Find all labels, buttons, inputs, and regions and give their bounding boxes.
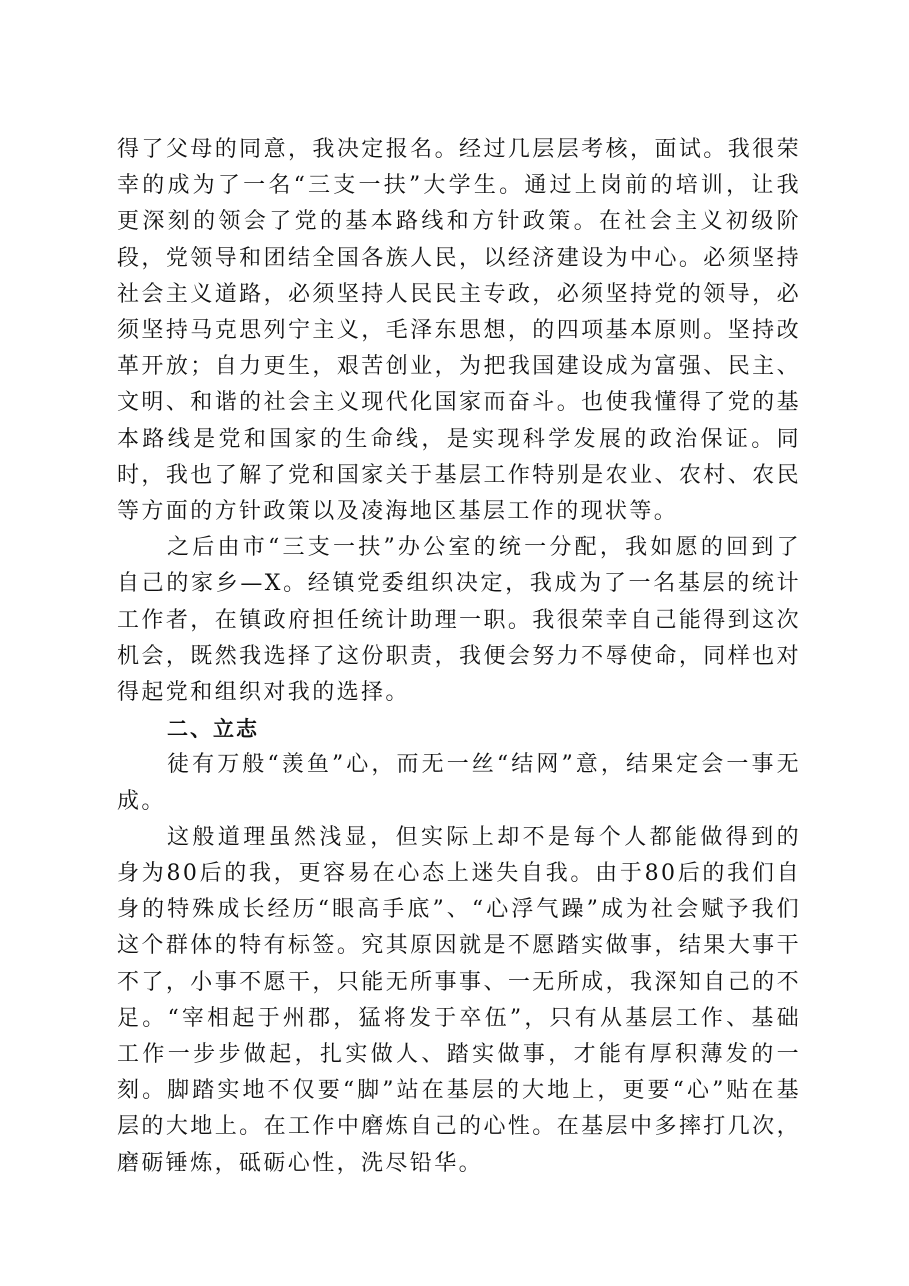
body-paragraph-4: 这般道理虽然浅显，但实际上却不是每个人都能做得到的身为80后的我，更容易在心态上迷失自我。由于80后的我们自身的特殊成长经历“眼高手底”、“心浮气躁”成为社会赋予我们这个群体的特有标签。究其原因就是不愿踏实做事，结果大事干不了，小事不愿干，只能无所事事、一无所成，我深知自己的不足。“宰相起于州郡，猛将发于卒伍”，只有从基层工作、基础工作一步步做起，扎实做人、踏实做事，才能有厚积薄发的一刻。脚踏实地不仅要“脚”站在基层的大地上，更要“心”贴在基层的大地上。在工作中磨炼自己的心性。在基层中多摔打几次，磨砺锤炼，砥砺心性，洗尽铅华。 [117,824,801,1176]
body-paragraph-1: 得了父母的同意，我决定报名。经过几层层考核，面试。我很荣幸的成为了一名“三支一扶”大学生。通过上岗前的培训，让我更深刻的领会了党的基本路线和方针政策。在社会主义初级阶段，党领导和团结全国各族人民，以经济建设为中心。必须坚持社会主义道路，必须坚持人民民主专政，必须坚持党的领导，必须坚持马克思列宁主义，毛泽东思想，的四项基本原则。坚持改革开放；自力更生，艰苦创业，为把我国建设成为富强、民主、文明、和谐的社会主义现代化国家而奋斗。也使我懂得了党的基本路线是党和国家的生命线，是实现科学发展的政治保证。同时，我也了解了党和国家关于基层工作特别是农业、农村、农民等方面的方针政策以及凌海地区基层工作的现状等。 [117,137,801,525]
body-paragraph-2: 之后由市“三支一扶”办公室的统一分配，我如愿的回到了自己的家乡—X。经镇党委组织决定，我成为了一名基层的统计工作者，在镇政府担任统计助理一职。我很荣幸自己能得到这次机会，既然我选择了这份职责，我便会努力不辱使命，同样也对得起党和组织对我的选择。 [117,535,801,706]
body-paragraph-3: 徒有万般“羡鱼”心，而无一丝“结网”意，结果定会一事无成。 [117,752,801,814]
section-heading: 二、立志 [167,717,259,742]
document-body [117,132,801,1182]
